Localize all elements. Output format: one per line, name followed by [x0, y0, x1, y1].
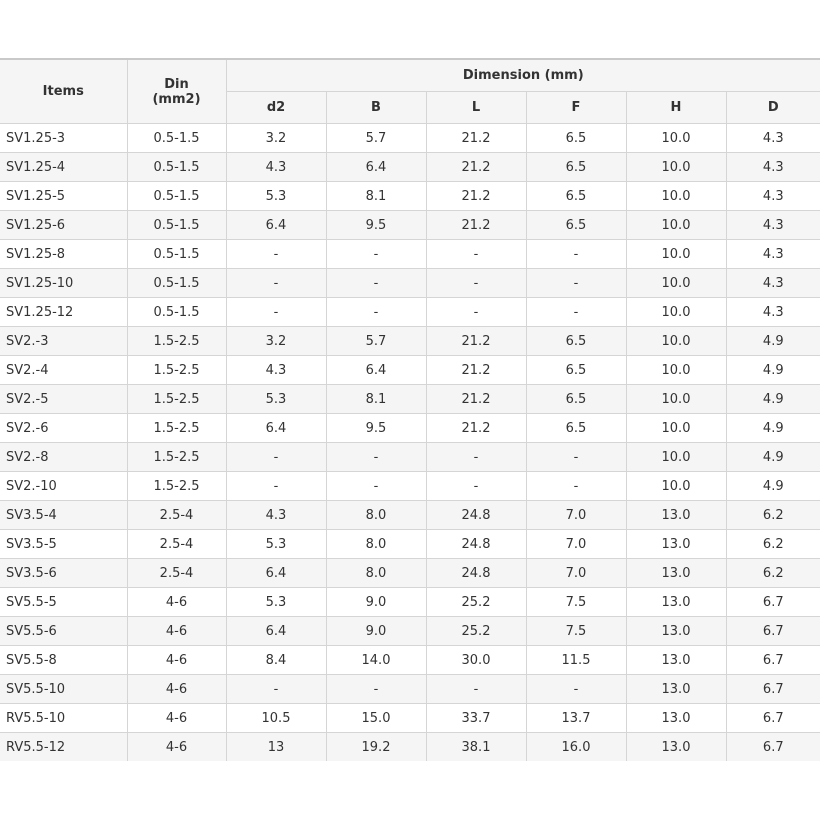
f-cell: 6.5	[526, 327, 626, 356]
item-cell: SV3.5-6	[0, 559, 127, 588]
table-row	[0, 124, 820, 153]
d2-cell: 5.3	[226, 588, 326, 617]
b-cell: 6.4	[326, 153, 426, 182]
d2-column-header: d2	[226, 92, 326, 124]
din-cell: 1.5-2.5	[127, 327, 226, 356]
l-cell: -	[426, 472, 526, 501]
l-cell: -	[426, 269, 526, 298]
f-cell: -	[526, 269, 626, 298]
l-cell: 21.2	[426, 182, 526, 211]
item-cell: SV1.25-5	[0, 182, 127, 211]
din-cell: 1.5-2.5	[127, 385, 226, 414]
h-cell: 10.0	[626, 443, 726, 472]
b-cell: 8.0	[326, 501, 426, 530]
table-row	[0, 385, 820, 414]
h-cell: 13.0	[626, 588, 726, 617]
d-cell: 6.7	[726, 733, 820, 762]
table-row	[0, 617, 820, 646]
h-cell: 10.0	[626, 298, 726, 327]
d-cell: 6.7	[726, 617, 820, 646]
table-row	[0, 501, 820, 530]
l-cell: 21.2	[426, 153, 526, 182]
h-cell: 10.0	[626, 124, 726, 153]
b-cell: 9.5	[326, 414, 426, 443]
item-cell: SV1.25-10	[0, 269, 127, 298]
table-row	[0, 646, 820, 675]
b-cell: -	[326, 675, 426, 704]
din-cell: 4-6	[127, 588, 226, 617]
f-cell: 6.5	[526, 124, 626, 153]
b-cell: 9.0	[326, 617, 426, 646]
din-cell: 4-6	[127, 704, 226, 733]
d-cell: 4.9	[726, 356, 820, 385]
d-cell: 4.3	[726, 269, 820, 298]
d-cell: 6.2	[726, 501, 820, 530]
b-cell: 9.0	[326, 588, 426, 617]
l-cell: 25.2	[426, 588, 526, 617]
h-cell: 13.0	[626, 733, 726, 762]
d2-cell: 8.4	[226, 646, 326, 675]
table-row	[0, 269, 820, 298]
f-cell: 6.5	[526, 356, 626, 385]
item-cell: SV5.5-6	[0, 617, 127, 646]
din-cell: 0.5-1.5	[127, 269, 226, 298]
h-cell: 13.0	[626, 675, 726, 704]
d2-cell: 6.4	[226, 559, 326, 588]
f-cell: 6.5	[526, 414, 626, 443]
l-cell: -	[426, 240, 526, 269]
item-cell: SV2.-8	[0, 443, 127, 472]
b-cell: 5.7	[326, 327, 426, 356]
l-cell: -	[426, 443, 526, 472]
b-cell: 5.7	[326, 124, 426, 153]
table-row	[0, 472, 820, 501]
table-row	[0, 443, 820, 472]
table-row	[0, 240, 820, 269]
d-cell: 6.2	[726, 559, 820, 588]
h-cell: 10.0	[626, 269, 726, 298]
spec-table-container	[0, 58, 820, 761]
d2-cell: 6.4	[226, 617, 326, 646]
din-header-line2: (mm2)	[152, 91, 201, 107]
table-row	[0, 588, 820, 617]
l-cell: 30.0	[426, 646, 526, 675]
d-cell: 4.9	[726, 414, 820, 443]
h-cell: 10.0	[626, 385, 726, 414]
item-cell: SV2.-10	[0, 472, 127, 501]
item-cell: SV1.25-6	[0, 211, 127, 240]
f-cell: 7.5	[526, 588, 626, 617]
h-cell: 10.0	[626, 211, 726, 240]
h-cell: 10.0	[626, 356, 726, 385]
terminal-dimension-table	[0, 58, 820, 761]
din-header-line1: Din	[164, 76, 189, 92]
din-cell: 4-6	[127, 733, 226, 762]
table-row	[0, 675, 820, 704]
din-cell: 0.5-1.5	[127, 153, 226, 182]
d-cell: 6.2	[726, 530, 820, 559]
b-cell: 15.0	[326, 704, 426, 733]
item-cell: SV5.5-10	[0, 675, 127, 704]
d2-cell: -	[226, 443, 326, 472]
d2-cell: -	[226, 240, 326, 269]
f-cell: 6.5	[526, 182, 626, 211]
d2-cell: 5.3	[226, 530, 326, 559]
d2-cell: 6.4	[226, 211, 326, 240]
d-cell: 4.3	[726, 124, 820, 153]
d2-cell: 3.2	[226, 327, 326, 356]
l-cell: 33.7	[426, 704, 526, 733]
f-cell: 6.5	[526, 153, 626, 182]
din-cell: 1.5-2.5	[127, 472, 226, 501]
b-cell: 8.1	[326, 385, 426, 414]
h-cell: 10.0	[626, 240, 726, 269]
d2-cell: -	[226, 298, 326, 327]
l-cell: 21.2	[426, 414, 526, 443]
table-row	[0, 530, 820, 559]
f-cell: 6.5	[526, 211, 626, 240]
f-cell: 7.0	[526, 501, 626, 530]
d-cell: 4.9	[726, 385, 820, 414]
b-cell: 14.0	[326, 646, 426, 675]
item-cell: SV2.-4	[0, 356, 127, 385]
h-cell: 13.0	[626, 617, 726, 646]
h-cell: 13.0	[626, 559, 726, 588]
d2-cell: 4.3	[226, 153, 326, 182]
item-cell: SV1.25-3	[0, 124, 127, 153]
table-row	[0, 327, 820, 356]
b-cell: 8.0	[326, 559, 426, 588]
l-cell: 38.1	[426, 733, 526, 762]
table-row	[0, 182, 820, 211]
din-cell: 0.5-1.5	[127, 211, 226, 240]
item-cell: SV2.-5	[0, 385, 127, 414]
h-cell: 10.0	[626, 153, 726, 182]
b-column-header: B	[326, 92, 426, 124]
item-cell: SV1.25-4	[0, 153, 127, 182]
din-cell: 1.5-2.5	[127, 356, 226, 385]
b-cell: 8.0	[326, 530, 426, 559]
b-cell: -	[326, 472, 426, 501]
table-row	[0, 356, 820, 385]
l-cell: 24.8	[426, 559, 526, 588]
d2-cell: -	[226, 269, 326, 298]
d2-cell: 3.2	[226, 124, 326, 153]
d2-cell: 5.3	[226, 385, 326, 414]
h-cell: 13.0	[626, 501, 726, 530]
f-cell: 7.0	[526, 559, 626, 588]
dimension-group-header: Dimension (mm)	[226, 59, 820, 92]
f-cell: 7.5	[526, 617, 626, 646]
l-cell: 25.2	[426, 617, 526, 646]
table-row	[0, 704, 820, 733]
l-cell: -	[426, 298, 526, 327]
din-column-header	[127, 59, 226, 124]
f-cell: 16.0	[526, 733, 626, 762]
b-cell: -	[326, 443, 426, 472]
h-cell: 13.0	[626, 530, 726, 559]
f-cell: 6.5	[526, 385, 626, 414]
items-column-header: Items	[0, 59, 127, 124]
table-row	[0, 211, 820, 240]
item-cell: SV3.5-5	[0, 530, 127, 559]
d-cell: 4.3	[726, 153, 820, 182]
b-cell: -	[326, 298, 426, 327]
l-cell: 21.2	[426, 124, 526, 153]
d2-cell: -	[226, 675, 326, 704]
h-cell: 10.0	[626, 472, 726, 501]
f-cell: -	[526, 240, 626, 269]
f-cell: -	[526, 298, 626, 327]
d-cell: 6.7	[726, 646, 820, 675]
d-cell: 4.9	[726, 472, 820, 501]
f-column-header: F	[526, 92, 626, 124]
item-cell: SV3.5-4	[0, 501, 127, 530]
din-cell: 4-6	[127, 646, 226, 675]
b-cell: -	[326, 240, 426, 269]
table-row	[0, 414, 820, 443]
l-cell: 24.8	[426, 501, 526, 530]
din-cell: 2.5-4	[127, 559, 226, 588]
d-cell: 4.9	[726, 327, 820, 356]
f-cell: 7.0	[526, 530, 626, 559]
d2-cell: 4.3	[226, 501, 326, 530]
l-cell: -	[426, 675, 526, 704]
d-cell: 4.9	[726, 443, 820, 472]
d-column-header: D	[726, 92, 820, 124]
b-cell: 6.4	[326, 356, 426, 385]
h-cell: 10.0	[626, 327, 726, 356]
f-cell: -	[526, 472, 626, 501]
l-cell: 24.8	[426, 530, 526, 559]
d-cell: 6.7	[726, 675, 820, 704]
l-column-header: L	[426, 92, 526, 124]
l-cell: 21.2	[426, 356, 526, 385]
item-cell: RV5.5-12	[0, 733, 127, 762]
d-cell: 4.3	[726, 182, 820, 211]
b-cell: -	[326, 269, 426, 298]
f-cell: 11.5	[526, 646, 626, 675]
table-row	[0, 153, 820, 182]
item-cell: SV2.-3	[0, 327, 127, 356]
item-cell: SV5.5-8	[0, 646, 127, 675]
d2-cell: 6.4	[226, 414, 326, 443]
item-cell: SV1.25-12	[0, 298, 127, 327]
item-cell: RV5.5-10	[0, 704, 127, 733]
b-cell: 19.2	[326, 733, 426, 762]
h-cell: 10.0	[626, 414, 726, 443]
din-cell: 4-6	[127, 617, 226, 646]
d-cell: 6.7	[726, 588, 820, 617]
din-cell: 2.5-4	[127, 530, 226, 559]
b-cell: 8.1	[326, 182, 426, 211]
d-cell: 4.3	[726, 211, 820, 240]
din-cell: 0.5-1.5	[127, 240, 226, 269]
h-column-header: H	[626, 92, 726, 124]
l-cell: 21.2	[426, 327, 526, 356]
item-cell: SV5.5-5	[0, 588, 127, 617]
d2-cell: 4.3	[226, 356, 326, 385]
d2-cell: 5.3	[226, 182, 326, 211]
din-cell: 4-6	[127, 675, 226, 704]
din-cell: 1.5-2.5	[127, 414, 226, 443]
b-cell: 9.5	[326, 211, 426, 240]
l-cell: 21.2	[426, 385, 526, 414]
f-cell: 13.7	[526, 704, 626, 733]
din-cell: 0.5-1.5	[127, 182, 226, 211]
din-cell: 2.5-4	[127, 501, 226, 530]
item-cell: SV2.-6	[0, 414, 127, 443]
d-cell: 6.7	[726, 704, 820, 733]
table-body	[0, 124, 820, 762]
d2-cell: -	[226, 472, 326, 501]
f-cell: -	[526, 443, 626, 472]
d-cell: 4.3	[726, 298, 820, 327]
l-cell: 21.2	[426, 211, 526, 240]
table-row	[0, 559, 820, 588]
item-cell: SV1.25-8	[0, 240, 127, 269]
din-cell: 1.5-2.5	[127, 443, 226, 472]
h-cell: 13.0	[626, 646, 726, 675]
h-cell: 10.0	[626, 182, 726, 211]
table-row	[0, 733, 820, 762]
table-row	[0, 298, 820, 327]
d2-cell: 13	[226, 733, 326, 762]
din-cell: 0.5-1.5	[127, 298, 226, 327]
din-cell: 0.5-1.5	[127, 124, 226, 153]
d-cell: 4.3	[726, 240, 820, 269]
h-cell: 13.0	[626, 704, 726, 733]
d2-cell: 10.5	[226, 704, 326, 733]
f-cell: -	[526, 675, 626, 704]
table-header-row	[0, 59, 820, 92]
